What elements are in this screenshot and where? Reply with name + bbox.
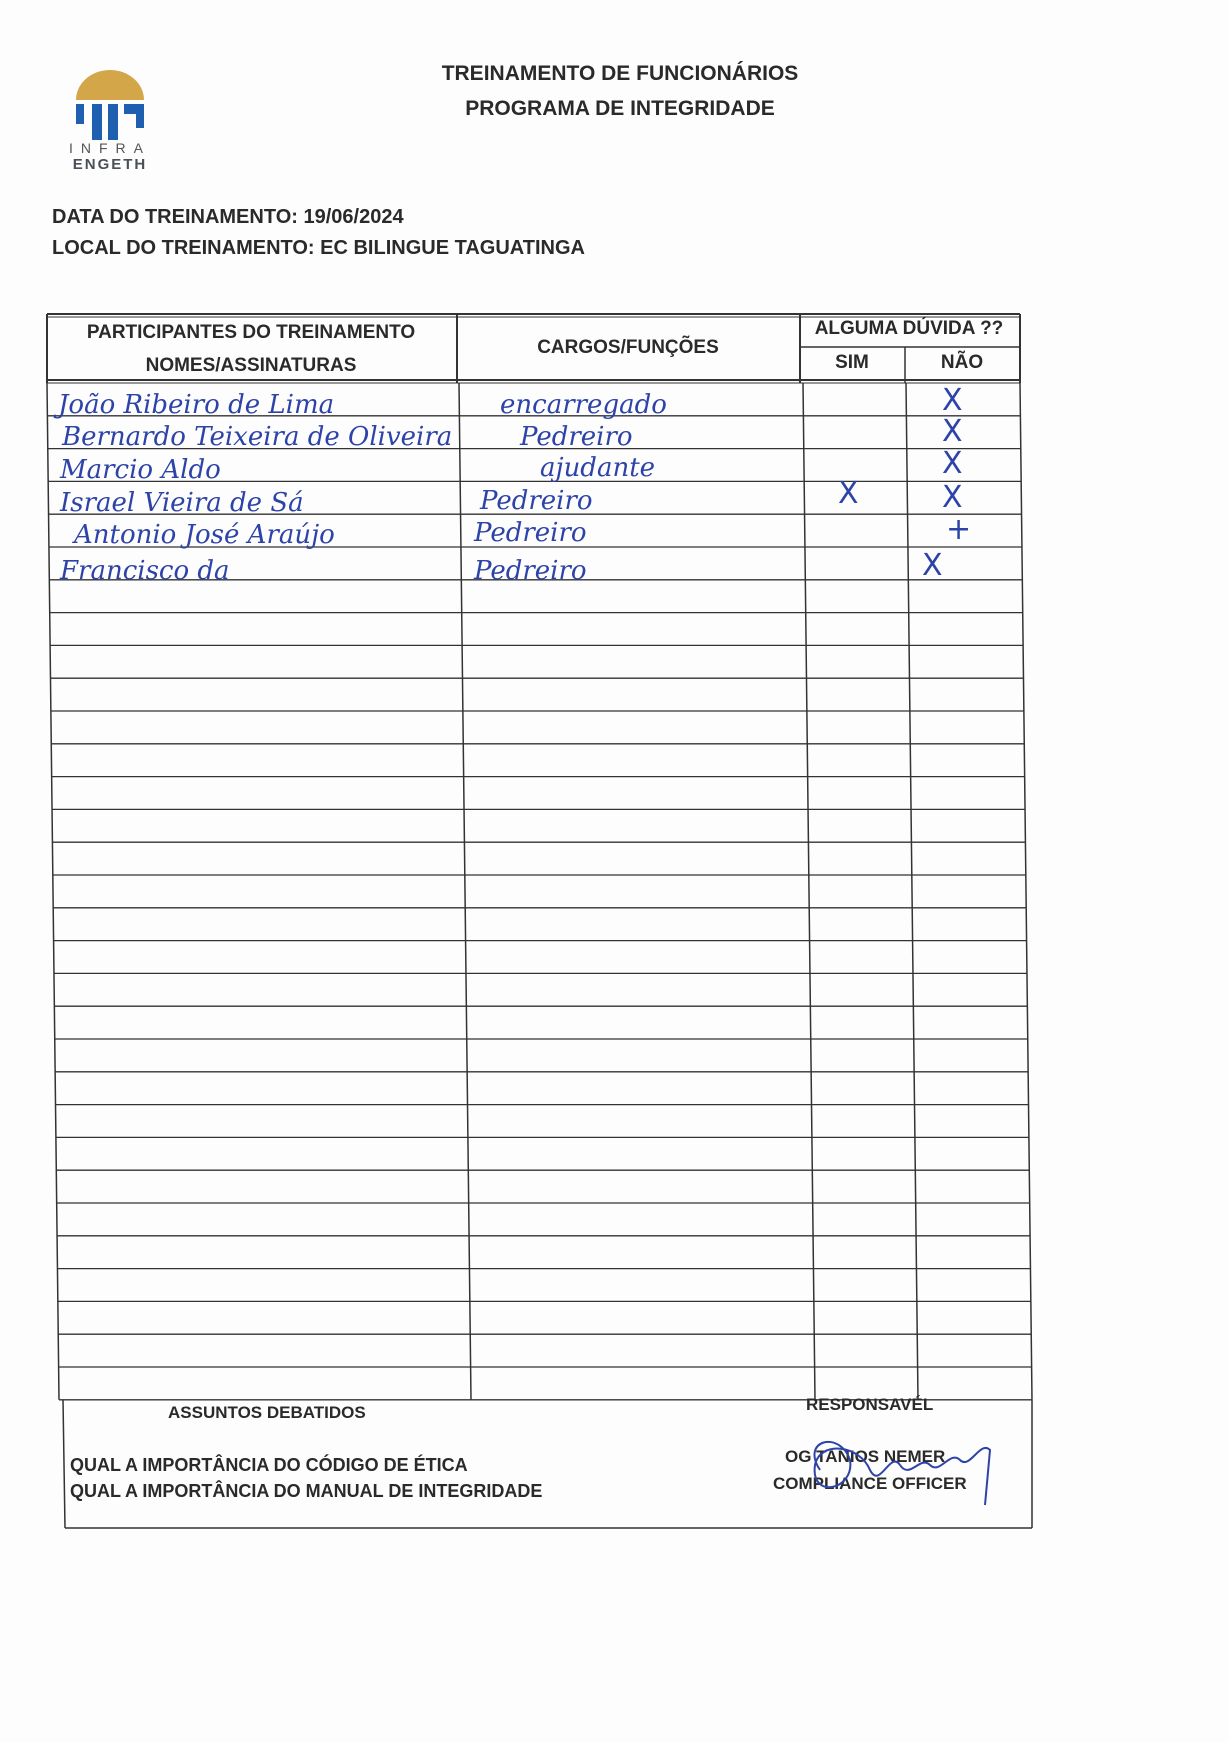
participant-role-3: ajudante <box>540 453 656 483</box>
participant-name-2: Bernardo Teixeira de Oliveira <box>62 422 453 452</box>
participant-role-2: Pedreiro <box>520 422 633 452</box>
header-participants: PARTICIPANTES DO TREINAMENTO <box>86 322 416 343</box>
header-names-signatures: NOMES/ASSINATURAS <box>145 355 357 376</box>
participant-name-1: João Ribeiro de Lima <box>58 390 335 420</box>
participant-role-5: Pedreiro <box>474 518 587 548</box>
participant-name-3: Marcio Aldo <box>60 455 221 485</box>
topics-title: ASSUNTOS DEBATIDOS <box>168 1403 366 1422</box>
participant-role-1: encarregado <box>500 390 667 420</box>
responsible-name: OG TANIOS NEMER <box>785 1447 946 1466</box>
participant-name-6: Francisco da <box>60 556 230 586</box>
grid-line <box>906 383 918 1400</box>
header-sim: SIM <box>835 352 869 373</box>
grid-line <box>803 383 815 1400</box>
participant-name-4: Israel Vieira de Sá <box>60 488 304 518</box>
header-questions: ALGUMA DÚVIDA ?? <box>814 318 1004 339</box>
grid-line <box>47 383 59 1400</box>
training-location: LOCAL DO TREINAMENTO: EC BILINGUE TAGUATINGA <box>52 237 585 259</box>
nao-mark-5: + <box>946 512 972 547</box>
nao-mark-1: X <box>942 383 963 418</box>
responsible-title: RESPONSAVÉL <box>806 1395 934 1414</box>
responsible-role: COMPLIANCE OFFICER <box>773 1474 967 1493</box>
topic-integrity-manual: QUAL A IMPORTÂNCIA DO MANUAL DE INTEGRIDADE <box>70 1481 543 1501</box>
sim-mark-4: X <box>838 476 859 511</box>
training-date: DATA DO TREINAMENTO: 19/06/2024 <box>52 206 404 228</box>
document-subtitle: PROGRAMA DE INTEGRIDADE <box>465 97 775 120</box>
document-title: TREINAMENTO DE FUNCIONÁRIOS <box>441 62 799 85</box>
topic-ethics-code: QUAL A IMPORTÂNCIA DO CÓDIGO DE ÉTICA <box>70 1455 468 1475</box>
grid-line <box>1020 383 1032 1400</box>
responsible-signature-icon <box>780 1410 1020 1520</box>
nao-mark-3: X <box>942 446 963 481</box>
header-nao: NÃO <box>940 352 984 373</box>
nao-mark-6: X <box>922 548 943 583</box>
grid-line <box>63 1400 65 1528</box>
nao-mark-4: X <box>942 480 963 515</box>
participant-role-6: Pedreiro <box>474 556 587 586</box>
participant-role-4: Pedreiro <box>480 486 593 516</box>
participant-name-5: Antonio José Araújo <box>74 520 335 550</box>
logo-text-infra: INFRA <box>69 140 151 156</box>
nao-mark-2: X <box>942 414 963 449</box>
logo-text-engeth: ENGETH <box>72 156 148 173</box>
header-roles: CARGOS/FUNÇÕES <box>537 337 719 358</box>
grid-line <box>459 383 471 1400</box>
